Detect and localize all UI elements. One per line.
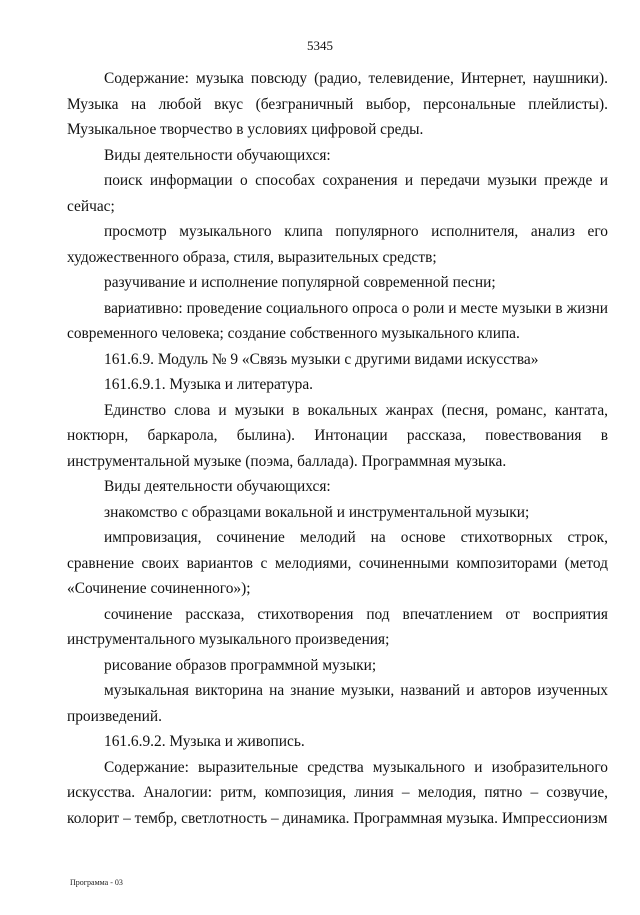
section-heading-painting: 161.6.9.2. Музыка и живопись.	[104, 733, 305, 750]
paragraph-activities-heading: Виды деятельности обучающихся:	[104, 146, 331, 164]
paragraph-content-literature: Единство слова и музыки в вокальных жанрах (песня, романс, кантата, ноктюрн, баркарола, былина). Интонации рассказа, повествования в инструментальной музыке (поэма, баллада). Программная музыка.	[67, 401, 608, 470]
paragraph-activity: импровизация, сочинение мелодий на основе стихотворных строк, сравнение своих вариантов с мелодиями, сочиненными композиторами (метод «Сочинение сочиненного»);	[67, 529, 608, 597]
paragraph-activity: поиск информации о способах сохранения и передачи музыки прежде и сейчас;	[67, 172, 608, 215]
section-heading-literature: 161.6.9.1. Музыка и литература.	[104, 376, 314, 393]
footer-label: Программа - 03	[70, 878, 123, 887]
body-text	[67, 66, 608, 831]
paragraph-activity: рисование образов программной музыки;	[104, 656, 377, 674]
paragraph-activity: сочинение рассказа, стихотворения под впечатлением от восприятия инструментального музыкального произведения;	[67, 605, 608, 648]
paragraph-activity: вариативно: проведение социального опроса о роли и месте музыки в жизни современного человека; создание собственного музыкального клипа.	[67, 299, 608, 342]
paragraph-content-digital: Содержание: музыка повсюду (радио, телевидение, Интернет, наушники). Музыка на любой вкус (безграничный выбор, персональные плейлисты). Музыкальное творчество в условиях цифровой среды.	[67, 70, 608, 138]
paragraph-content-painting: Содержание: выразительные средства музыкального и изобразительного искусства. Аналогии: ритм, композиция, линия – мелодия, пятно – созвучие, колорит – тембр, светлотность – динамика. Программная музыка. Импрессионизм	[67, 758, 608, 827]
module-heading: 161.6.9. Модуль № 9 «Связь музыки с другими видами искусства»	[104, 350, 539, 368]
paragraph-activities-heading: Виды деятельности обучающихся:	[104, 478, 331, 495]
page-number: 5345	[307, 38, 333, 53]
paragraph-activity: просмотр музыкального клипа популярного исполнителя, анализ его художественного образа, стиля, выразительных средств;	[67, 223, 608, 266]
paragraph-activity: музыкальная викторина на знание музыки, названий и авторов изученных произведений.	[67, 682, 608, 725]
paragraph-activity: разучивание и исполнение популярной современной песни;	[104, 274, 496, 291]
paragraph-activity: знакомство с образцами вокальной и инструментальной музыки;	[104, 503, 530, 521]
